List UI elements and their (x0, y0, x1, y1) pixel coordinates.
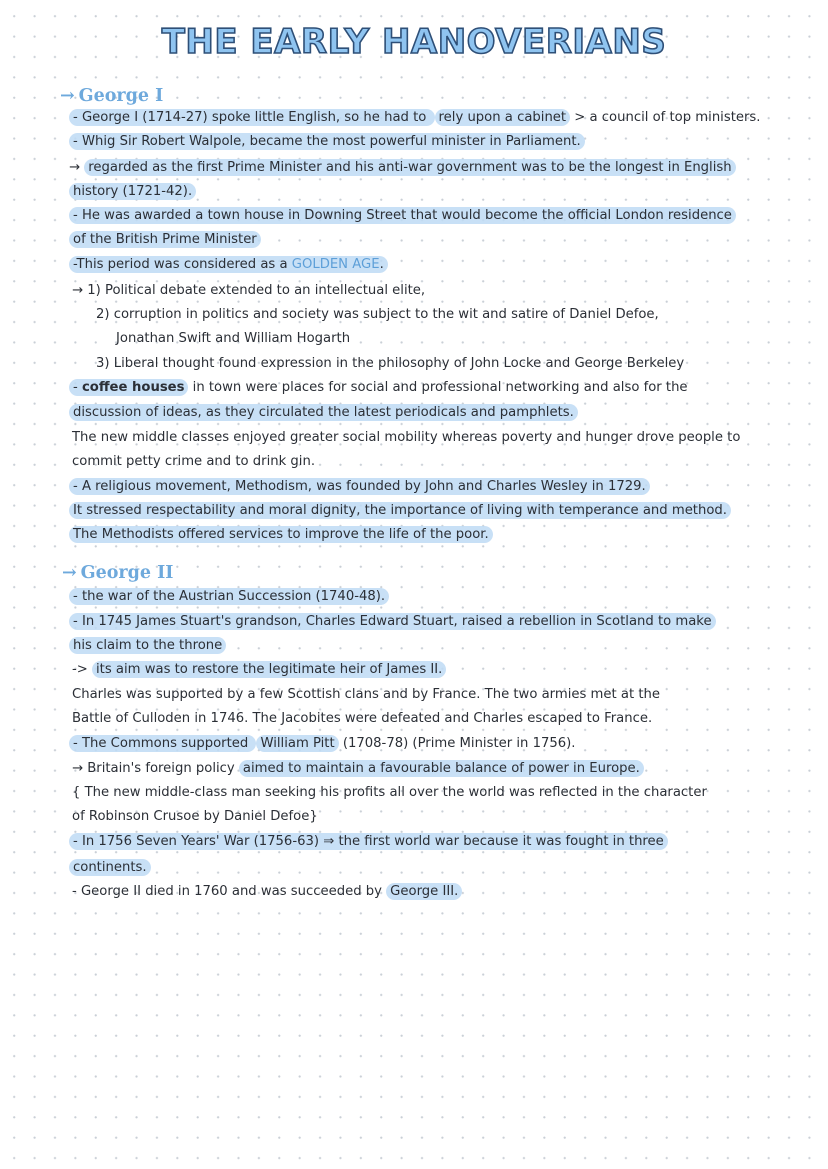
note-line: Battle of Culloden in 1746. The Jacobites were defeated and Charles escaped to France. (72, 711, 653, 726)
note-line: of the British Prime Minister (69, 231, 261, 249)
note-line: 3) Liberal thought found expression in the philosophy of John Locke and George Berkeley (96, 356, 685, 371)
note-line: his claim to the throne (69, 637, 226, 655)
note-line: Charles was supported by a few Scottish clans and by France. The two armies met at the (72, 687, 660, 702)
arrow-icon: → (62, 563, 77, 583)
arrow-icon: → (60, 86, 75, 106)
note-line: -This period was considered as a GOLDEN AGE. (69, 256, 388, 274)
note-line: { The new middle-class man seeking his profits all over the world was reflected in the character (72, 785, 707, 800)
note-line: - He was awarded a town house in Downing Street that would become the official London residence (69, 207, 736, 225)
note-line: - A religious movement, Methodism, was founded by John and Charles Wesley in 1729. (69, 478, 650, 496)
note-line: - In 1745 James Stuart's grandson, Charles Edward Stuart, raised a rebellion in Scotland to make (69, 613, 716, 631)
note-line: → 1) Political debate extended to an intellectual elite, (72, 283, 426, 298)
note-line: discussion of ideas, as they circulated the latest periodicals and pamphlets. (69, 404, 578, 422)
note-line: → regarded as the first Prime Minister and his anti-war government was to be the longest in English (69, 159, 736, 177)
section-heading-george-i: → George I (60, 86, 164, 106)
note-line: - coffee houses in town were places for social and professional networking and also for the (69, 379, 688, 397)
section-heading-george-ii: → George II (62, 563, 174, 583)
note-line: - Whig Sir Robert Walpole, became the most powerful minister in Parliament. (69, 133, 585, 151)
note-line: - George II died in 1760 and was succeeded by George III. (72, 883, 462, 901)
note-line: 2) corruption in politics and society was subject to the wit and satire of Daniel Defoe, (96, 307, 659, 322)
note-line: of Robinson Crusoe by Daniel Defoe} (72, 809, 318, 824)
note-line: -> its aim was to restore the legitimate heir of James II. (72, 661, 446, 679)
page-title: THE EARLY HANOVERIANS (161, 22, 667, 62)
note-line: commit petty crime and to drink gin. (72, 454, 316, 469)
note-line: - the war of the Austrian Succession (1740-48). (69, 588, 389, 606)
note-line: → Britain's foreign policy aimed to maintain a favourable balance of power in Europe. (72, 760, 644, 778)
note-line: The new middle classes enjoyed greater social mobility whereas poverty and hunger drove people to (72, 430, 741, 445)
note-line: history (1721-42). (69, 183, 196, 201)
note-line: The Methodists offered services to improve the life of the poor. (69, 526, 493, 544)
note-line: - George I (1714-27) spoke little English, so he had to rely upon a cabinet > a council of top ministers. (69, 109, 760, 127)
note-line: It stressed respectability and moral dignity, the importance of living with temperance and method. (69, 502, 731, 520)
note-line: Jonathan Swift and William Hogarth (116, 331, 351, 346)
note-line: - In 1756 Seven Years' War (1756-63) ⇒ the first world war because it was fought in three (69, 833, 668, 851)
note-line: - The Commons supported William Pitt (1708-78) (Prime Minister in 1756). (69, 735, 575, 753)
note-line: continents. (69, 859, 151, 877)
